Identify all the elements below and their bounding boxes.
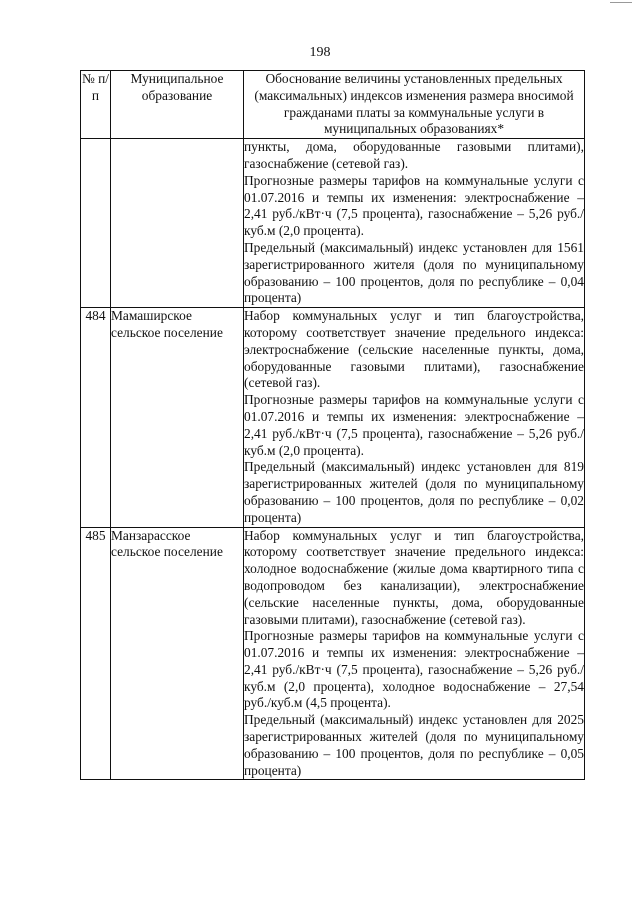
row-number: 484 (81, 308, 111, 527)
index-table (80, 70, 585, 780)
table-row (81, 527, 585, 780)
table-row (81, 308, 585, 527)
table-header-row (81, 71, 585, 139)
row-number: 485 (81, 527, 111, 780)
row-justification (244, 139, 585, 308)
justification-paragraph: Набор коммунальных услуг и тип благоустройства, которому соответствует значение предельного индекса: электроснабжение (сельские населенные пункты, дома, оборудованные газовыми плитами), газоснабжение (сетевой газ). (244, 308, 584, 391)
row-municipality: Мамаширское сельское поселение (111, 308, 244, 527)
justification-paragraph: Предельный (максимальный) индекс установлен для 1561 зарегистрированного жителя (доля по муниципальному образованию – 100 процентов, доля по республике – 0,04 процента) (244, 239, 584, 306)
header-number: № п/п (81, 71, 111, 139)
row-justification (244, 527, 585, 780)
justification-paragraph: Прогнозные размеры тарифов на коммунальные услуги с 01.07.2016 и темпы их изменения: электроснабжение – 2,41 руб./кВт·ч (7,5 процента), газоснабжение – 5,26 руб./куб.м (2,0 процента), холодное водоснабжение – 27,54 руб./куб.м (4,5 процента). (244, 628, 584, 711)
table-row (81, 139, 585, 308)
header-municipality: Муниципальное образование (111, 71, 244, 139)
row-justification (244, 308, 585, 527)
header-justification: Обоснование величины установленных предельных (максимальных) индексов изменения размера вносимой гражданами платы за коммунальные услуги в муниципальных образованиях* (244, 71, 585, 139)
corner-scan-mark (610, 2, 632, 3)
justification-paragraph: Предельный (максимальный) индекс установлен для 2025 зарегистрированных жителей (доля по муниципальному образованию – 100 процентов, доля по республике – 0,05 процента) (244, 712, 584, 778)
row-municipality: Манзарасское сельское поселение (111, 527, 244, 780)
justification-paragraph: пункты, дома, оборудованные газовыми плитами), газоснабжение (сетевой газ). (244, 139, 584, 171)
page-number: 198 (309, 45, 331, 60)
justification-paragraph: Предельный (максимальный) индекс установлен для 819 зарегистрированных жителей (доля по муниципальному образованию – 100 процентов, доля по республике – 0,02 процента) (244, 459, 584, 525)
justification-paragraph: Прогнозные размеры тарифов на коммунальные услуги с 01.07.2016 и темпы их изменения: электроснабжение – 2,41 руб./кВт·ч (7,5 процента), газоснабжение – 5,26 руб./куб.м (2,0 процента). (244, 392, 584, 458)
justification-paragraph: Набор коммунальных услуг и тип благоустройства, которому соответствует значение предельного индекса: холодное водоснабжение (жилые дома квартирного типа с водопроводом без канализации), электроснабжение (сельские населенные пункты, дома, оборудованные газовыми плитами), газоснабжение (сетевой газ). (244, 527, 584, 627)
row-municipality (111, 139, 244, 308)
justification-paragraph: Прогнозные размеры тарифов на коммунальные услуги с 01.07.2016 и темпы их изменения: электроснабжение – 2,41 руб./кВт·ч (7,5 процента), газоснабжение – 5,26 руб./куб.м (2,0 процента). (244, 172, 584, 239)
row-number (81, 139, 111, 308)
